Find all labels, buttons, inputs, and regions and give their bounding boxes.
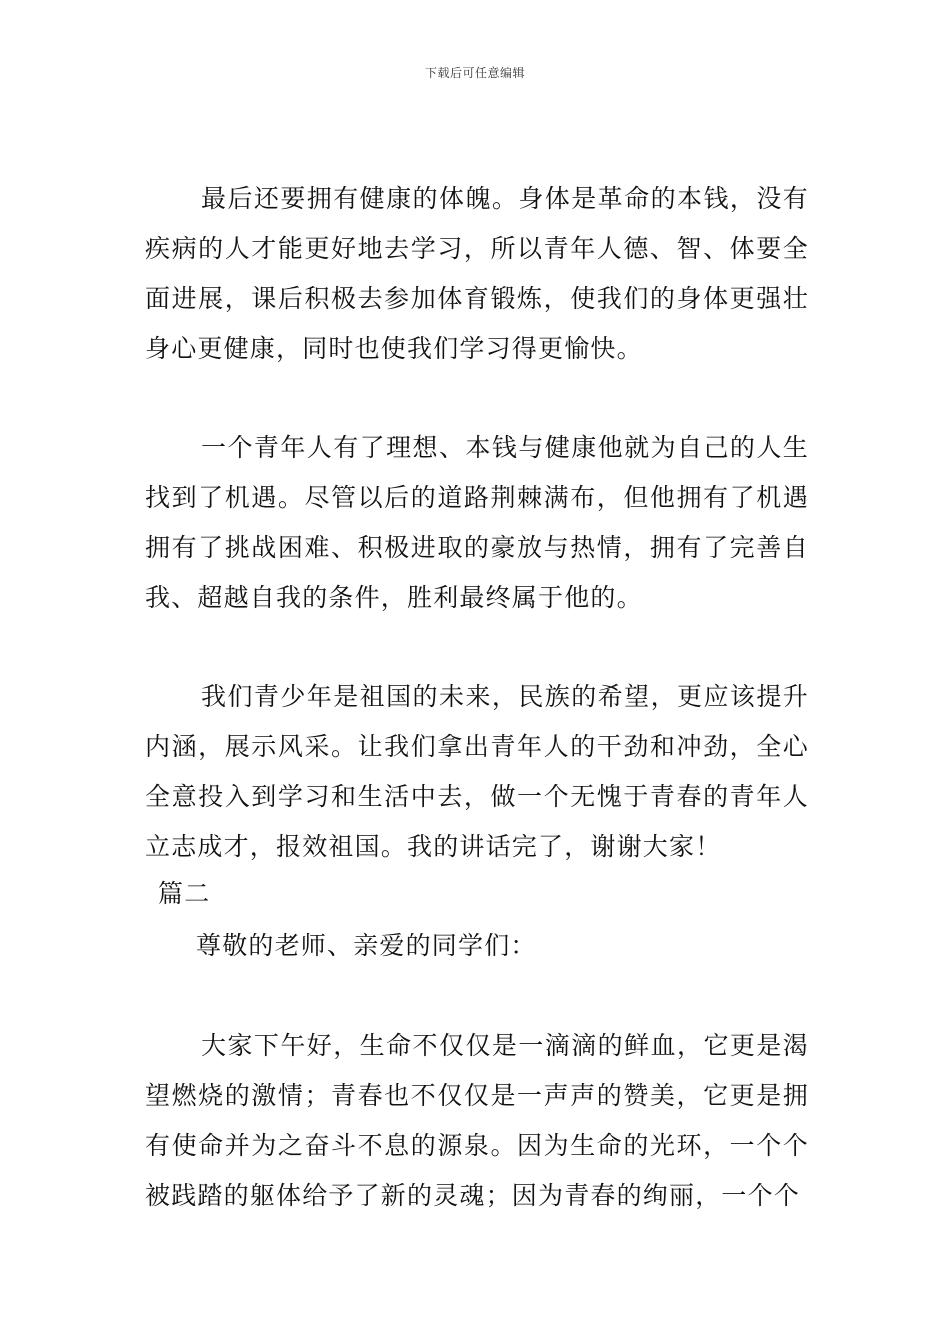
salutation: 尊敬的老师、亲爱的同学们： xyxy=(196,931,537,960)
paragraph-opportunity: 一个青年人有了理想、本钱与健康他就为自己的人生找到了机遇。尽管以后的道路荆棘满布，但他拥有了机遇拥有了挑战困难、积极进取的豪放与热情，拥有了完善自我、超越自我的条件，胜利最终属于他的。 xyxy=(145,433,809,612)
paragraph-greeting: 大家下午好，生命不仅仅是一滴滴的鲜血，它更是渴望燃烧的激情；青春也不仅仅是一声声的赞美，它更是拥有使命并为之奋斗不息的源泉。因为生命的光环，一个个被践踏的躯体给予了新的灵魂；因为青春的绚丽，一个个 xyxy=(145,1031,809,1210)
section-title: 篇二 xyxy=(158,879,211,908)
paragraph-future: 我们青少年是祖国的未来，民族的希望，更应该提升内涵，展示风采。让我们拿出青年人的干劲和冲劲，全心全意投入到学习和生活中去，做一个无愧于青春的青年人立志成才，报效祖国。我的讲话完了，谢谢大家！ xyxy=(145,682,809,861)
paragraph-health: 最后还要拥有健康的体魄。身体是革命的本钱，没有疾病的人才能更好地去学习，所以青年人德、智、体要全面进展，课后积极去参加体育锻炼，使我们的身体更强壮身心更健康，同时也使我们学习得更愉快。 xyxy=(145,184,809,363)
page-header: 下载后可任意编辑 xyxy=(424,66,525,80)
